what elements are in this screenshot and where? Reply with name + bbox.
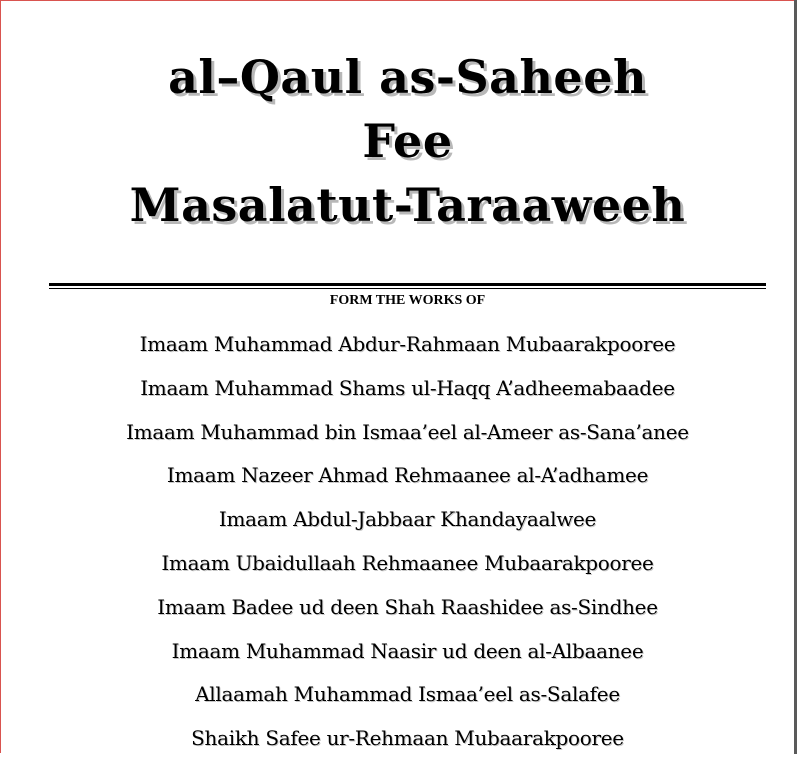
document-title xyxy=(49,45,766,237)
title-divider-thick xyxy=(49,283,766,286)
author-item: Shaikh Safee ur-Rehmaan Mubaarakpooree xyxy=(191,726,624,751)
author-item: Allaamah Muhammad Ismaa’eel as-Salafee xyxy=(195,682,620,707)
author-list xyxy=(49,323,766,761)
author-item: Imaam Ubaidullaah Rehmaanee Mubaarakpooree xyxy=(161,550,654,575)
author-item: Imaam Badee ud deen Shah Raashidee as-Sindhee xyxy=(157,594,658,619)
author-item: Imaam Nazeer Ahmad Rehmaanee al-A’adhamee xyxy=(166,463,649,488)
title-divider-thin xyxy=(49,288,766,289)
author-item: Imaam Muhammad bin Ismaa’eel al-Ameer as-Sana’anee xyxy=(126,419,689,444)
title-line-3: Masalatut-Taraaweeh xyxy=(129,178,686,232)
title-line-2: Fee xyxy=(362,114,453,168)
author-item: Imaam Abdul-Jabbaar Khandayaalwee xyxy=(218,507,597,532)
author-item: Imaam Muhammad Naasir ud deen al-Albaanee xyxy=(171,638,644,663)
author-item: Imaam Muhammad Abdur-Rahmaan Mubaarakpooree xyxy=(139,332,676,356)
author-item: Imaam Muhammad Shams ul-Haqq A’adheemabaadee xyxy=(140,375,675,400)
title-line-1: al–Qaul as-Saheeh xyxy=(168,50,647,104)
works-subheading: FORM THE WORKS OF xyxy=(329,293,486,308)
